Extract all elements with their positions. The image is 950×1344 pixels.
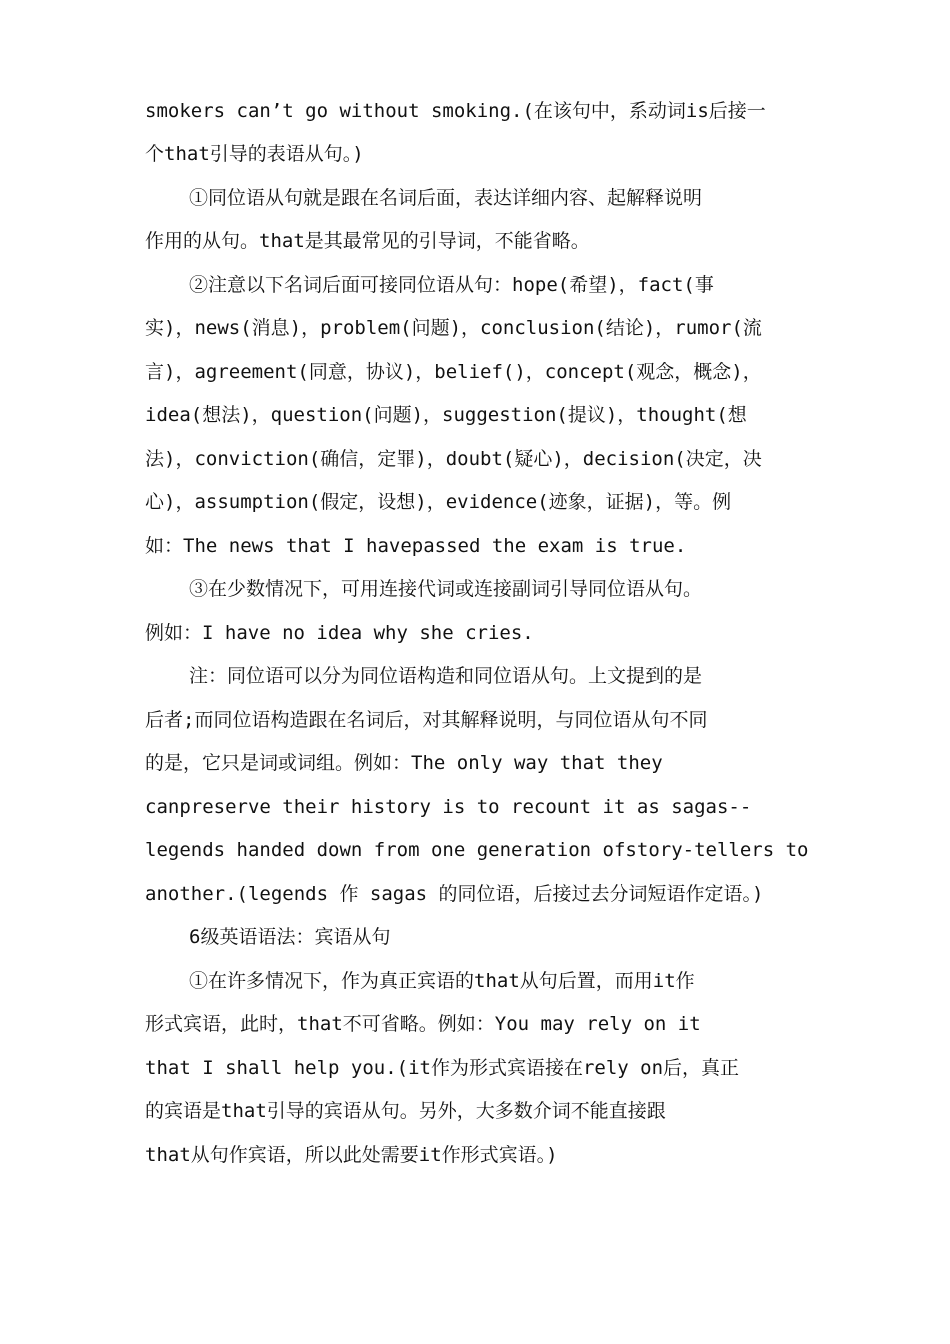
- text-line: 法)，conviction(确信，定罪)，doubt(疑心)，decision(决定，决: [145, 448, 762, 470]
- text-line: canpreserve their history is to recount it as sagas--: [145, 796, 752, 818]
- text-line: that I shall help you.(it作为形式宾语接在rely on后，真正: [145, 1057, 740, 1079]
- paragraph-start-line: 注：同位语可以分为同位语构造和同位语从句。上文提到的是: [189, 665, 703, 687]
- paragraph-start-line: ②注意以下名词后面可接同位语从句：hope(希望)，fact(事: [189, 274, 714, 296]
- text-line: 如：The news that I havepassed the exam is true.: [145, 535, 687, 557]
- text-line: 例如：I have no idea why she cries.: [145, 622, 534, 644]
- text-line: 实)，news(消息)，problem(问题)，conclusion(结论)，rumor(流: [145, 317, 762, 339]
- text-line: 心)，assumption(假定，设想)，evidence(迹象，证据)，等。例: [145, 491, 732, 513]
- text-line: idea(想法)，question(问题)，suggestion(提议)，thought(想: [145, 404, 747, 426]
- text-line: 言)，agreement(同意，协议)，belief()，concept(观念，概念)，: [145, 361, 762, 383]
- text-line: 的是，它只是词或词组。例如：The only way that they: [145, 752, 663, 774]
- text-line: 后者;而同位语构造跟在名词后，对其解释说明，与同位语从句不同: [145, 709, 708, 731]
- text-line: 的宾语是that引导的宾语从句。另外，大多数介词不能直接跟: [145, 1100, 666, 1122]
- paragraph-start-line: ③在少数情况下，可用连接代词或连接副词引导同位语从句。: [189, 578, 703, 600]
- paragraph-start-line: ①在许多情况下，作为真正宾语的that从句后置，而用it作: [189, 970, 695, 992]
- text-line: smokers can’t go without smoking.(在该句中，系动词is后接一: [145, 100, 766, 122]
- text-line: 形式宾语，此时，that不可省略。例如：You may rely on it: [145, 1013, 701, 1035]
- text-line: that从句作宾语，所以此处需要it作形式宾语。): [145, 1144, 558, 1166]
- paragraph-start-line: ①同位语从句就是跟在名词后面，表达详细内容、起解释说明: [189, 187, 703, 209]
- text-line: legends handed down from one generation ofstory-tellers to: [145, 839, 809, 861]
- text-line: 作用的从句。that是其最常见的引导词，不能省略。: [145, 230, 590, 252]
- text-line: 个that引导的表语从句。): [145, 143, 364, 165]
- text-line: another.(legends 作 sagas 的同位语，后接过去分词短语作定语。): [145, 883, 764, 905]
- section-heading: 6级英语语法：宾语从句: [189, 926, 391, 948]
